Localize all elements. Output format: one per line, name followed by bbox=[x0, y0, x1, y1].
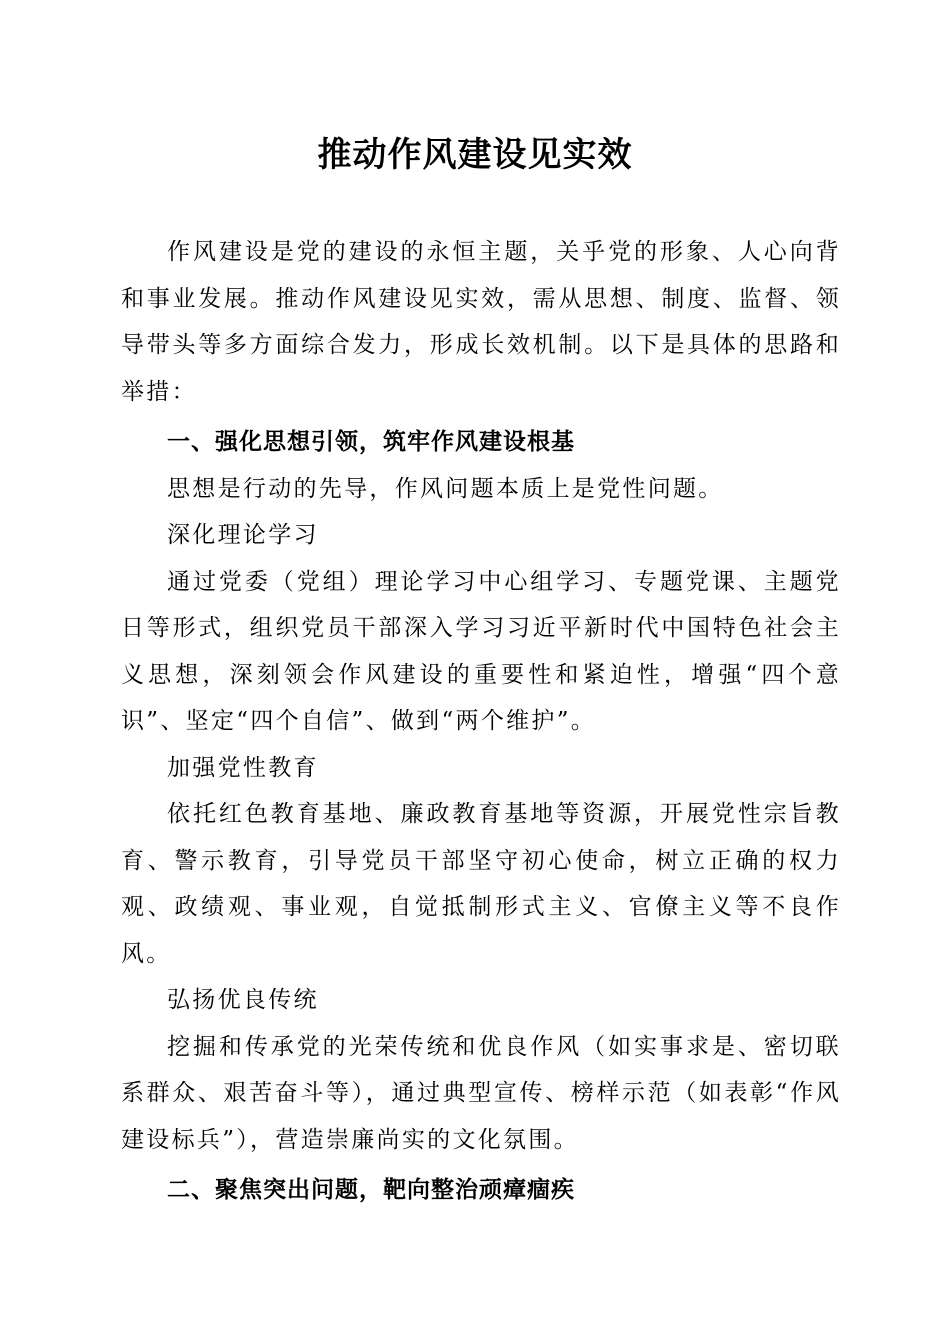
party-education-paragraph: 依托红色教育基地、廉政教育基地等资源，开展党性宗旨教育、警示教育，引导党员干部坚守初心使命，树立正确的权力观、政绩观、事业观，自觉抵制形式主义、官僚主义等不良作风。 bbox=[121, 801, 841, 967]
intro-paragraph: 作风建设是党的建设的永恒主题，关乎党的形象、人心向背和事业发展。推动作风建设见实效，需从思想、制度、监督、领导带头等多方面综合发力，形成长效机制。以下是具体的思路和举措： bbox=[121, 239, 841, 405]
subheading-fine-traditions: 弘扬优良传统 bbox=[167, 987, 319, 1013]
section-1-lead-paragraph: 思想是行动的先导，作风问题本质上是党性问题。 bbox=[167, 475, 724, 502]
section-heading-2: 二、聚焦突出问题，靶向整治顽瘴痼疾 bbox=[167, 1177, 575, 1203]
theory-study-paragraph: 通过党委（党组）理论学习中心组学习、专题党课、主题党日等形式，组织党员干部深入学习习近平新时代中国特色社会主义思想，深刻领会作风建设的重要性和紧迫性，增强“四个意识”、坚定“四个自信”、做到“两个维护”。 bbox=[121, 568, 841, 734]
subheading-theory-study: 深化理论学习 bbox=[167, 522, 319, 548]
document-body bbox=[121, 229, 841, 1214]
subheading-party-education: 加强党性教育 bbox=[167, 754, 319, 781]
fine-traditions-paragraph: 挖掘和传承党的光荣传统和优良作风（如实事求是、密切联系群众、艰苦奋斗等），通过典型宣传、榜样示范（如表彰“作风建设标兵”），营造崇廉尚实的文化氛围。 bbox=[121, 1033, 841, 1153]
document-title: 推动作风建设见实效 bbox=[317, 135, 633, 175]
section-heading-1: 一、强化思想引领，筑牢作风建设根基 bbox=[167, 429, 575, 455]
